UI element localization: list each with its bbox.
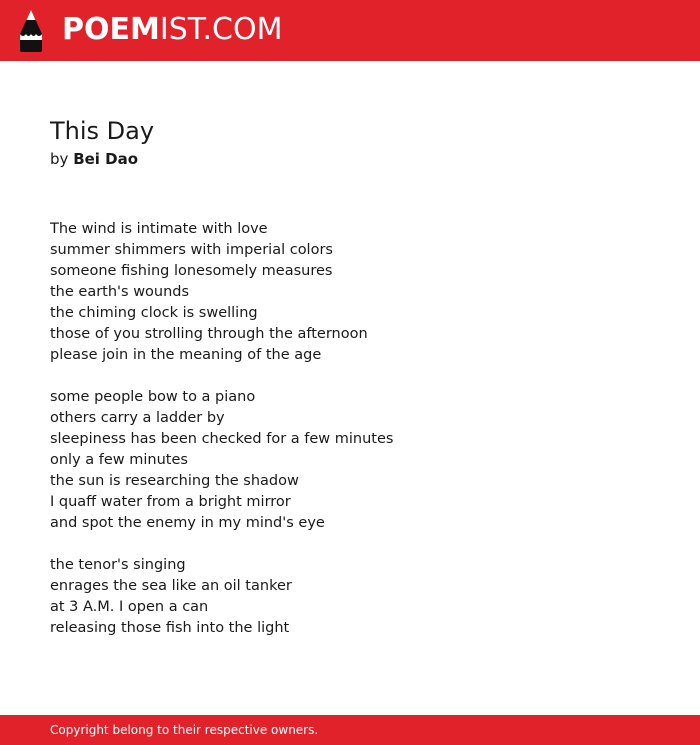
poem-line: others carry a ladder by: [50, 410, 225, 426]
copyright-text: Copyright belong to their respective owners.: [50, 723, 319, 737]
brand-bold-text: POEM: [62, 12, 160, 47]
poem-line: only a few minutes: [50, 452, 188, 468]
poem-line: the earth's wounds: [50, 284, 190, 300]
poem-line: The wind is intimate with love: [50, 221, 268, 237]
poem-line: the tenor's singing: [50, 557, 186, 573]
poem-title: This Day: [50, 117, 155, 145]
poem-line: someone fishing lonesomely measures: [50, 263, 333, 279]
poem-line: the sun is researching the shadow: [50, 473, 299, 489]
poem-line: those of you strolling through the afternoon: [50, 326, 368, 342]
poem-line: some people bow to a piano: [50, 389, 256, 405]
brand-light-text: IST.COM: [159, 12, 283, 47]
poem-line: I quaff water from a bright mirror: [50, 494, 291, 510]
poem-line: and spot the enemy in my mind's eye: [50, 515, 325, 531]
poem-stanza: [50, 387, 670, 534]
poem-body: [50, 219, 670, 660]
poem-line: releasing those fish into the light: [50, 620, 290, 636]
poem-byline: [50, 149, 138, 169]
poem-stanza: [50, 555, 670, 639]
poem-line: summer shimmers with imperial colors: [50, 242, 333, 258]
poem-line: the chiming clock is swelling: [50, 305, 258, 321]
poem-line: sleepiness has been checked for a few minutes: [50, 431, 394, 447]
poem-stanza: [50, 219, 670, 366]
pencil-tip-icon[interactable]: [18, 10, 44, 52]
by-label: by: [50, 150, 69, 168]
site-brand-link[interactable]: [62, 12, 282, 48]
site-header: [0, 0, 700, 61]
site-footer: [0, 715, 700, 745]
poem-author: Bei Dao: [73, 150, 139, 168]
poem-line: enrages the sea like an oil tanker: [50, 578, 292, 594]
poem-line: please join in the meaning of the age: [50, 347, 322, 363]
poem-line: at 3 A.M. I open a can: [50, 599, 209, 615]
